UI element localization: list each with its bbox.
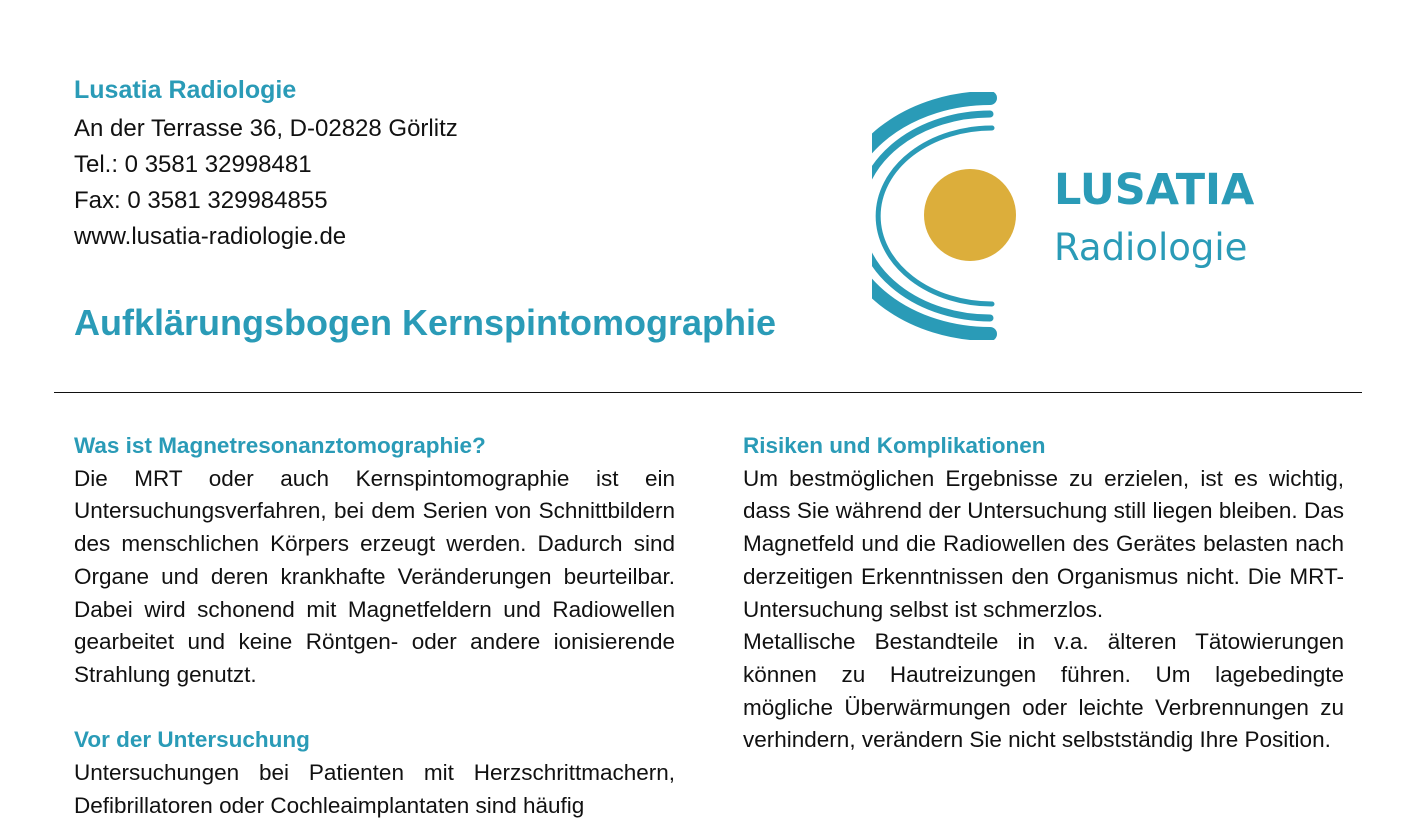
logo-word-lusatia: LUSATIA — [1054, 165, 1255, 215]
document-title: Aufklärungsbogen Kernspintomographie — [74, 302, 777, 343]
spacer — [74, 692, 675, 725]
org-name: Lusatia Radiologie — [74, 76, 297, 104]
right-column — [743, 430, 1344, 757]
logo-word-radiologie: Radiologie — [1054, 226, 1248, 269]
left-column — [74, 430, 675, 822]
fax: Fax: 0 3581 329984855 — [74, 187, 328, 214]
logo-sun-icon — [924, 169, 1016, 261]
section-heading-mrt: Was ist Magnetresonanztomographie? — [74, 433, 486, 458]
section-text-risiken-1: Um bestmöglichen Ergebnisse zu erzielen, ist es wichtig, dass Sie während der Untersuchung still liegen bleiben. Das Magnetfeld und die Radiowellen des Gerätes belasten nach derzeitigen Erkenntnissen den Organismus nicht. Die MRT-Untersuchung selbst ist schmerzlos. — [743, 465, 1344, 622]
section-heading-risiken: Risiken und Komplikationen — [743, 433, 1046, 458]
contact-block — [74, 111, 458, 255]
section-heading-vor: Vor der Untersuchung — [74, 727, 310, 753]
section-text-vor: Untersuchungen bei Patienten mit Herzschrittmachern, Defibrillatoren oder Cochleaimplantaten sind häufig — [74, 760, 675, 818]
telephone: Tel.: 0 3581 32998481 — [74, 151, 312, 178]
website-link[interactable]: www.lusatia-radiologie.de — [74, 223, 347, 250]
address: An der Terrasse 36, D-02828 Görlitz — [74, 115, 458, 142]
horizontal-divider — [54, 392, 1362, 393]
section-text-mrt: Die MRT oder auch Kernspintomographie ist ein Untersuchungsverfahren, bei dem Serien von Schnittbildern des menschlichen Körpers erzeugt werden. Dadurch sind Organe und deren krankhafte Veränderungen beurteilbar. Dabei wird schonend mit Magnetfeldern und Radiowellen gearbeitet und keine Röntgen- oder andere ionisierende Strahlung genutzt. — [74, 465, 675, 687]
lusatia-logo — [872, 92, 1292, 340]
section-text-risiken-2: Metallische Bestandteile in v.a. älteren Tätowierungen können zu Hautreizungen führen. Um lagebedingte mögliche Überwärmungen oder leichte Verbrennungen zu verhindern, verändern Sie nicht selbstständig Ihre Position. — [743, 629, 1344, 753]
